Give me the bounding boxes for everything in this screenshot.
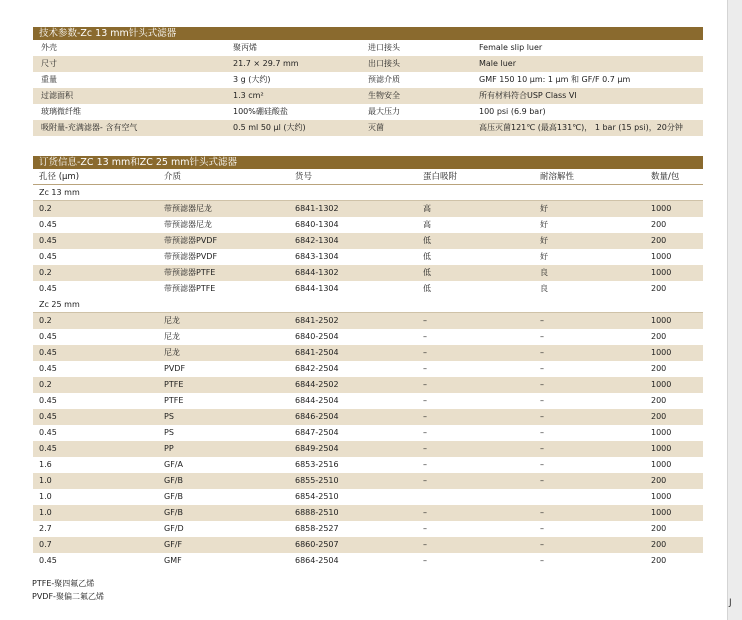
spec-row <box>33 56 703 72</box>
cell-solvent-resistance: 好 <box>540 204 548 213</box>
cell-solvent-resistance: – <box>540 364 544 373</box>
cell-pore-size: 0.2 <box>39 380 52 389</box>
cell-pore-size: 0.2 <box>39 316 52 325</box>
cell-pore-size: 0.45 <box>39 412 57 421</box>
table-row <box>33 377 703 393</box>
group-heading <box>33 185 703 201</box>
cell-catalog-number: 6888-2510 <box>295 508 339 517</box>
table-row <box>33 457 703 473</box>
cell-catalog-number: 6841-1302 <box>295 204 339 213</box>
cell-solvent-resistance: – <box>540 348 544 357</box>
cell-pore-size: 0.45 <box>39 556 57 565</box>
cell-protein-binding: – <box>423 460 427 469</box>
cell-medium: 带预滤器PTFE <box>164 268 216 277</box>
cell-pore-size: 1.6 <box>39 460 52 469</box>
table-row <box>33 233 703 249</box>
cell-quantity: 200 <box>651 556 667 565</box>
cell-protein-binding: – <box>423 364 427 373</box>
cell-protein-binding: – <box>423 524 427 533</box>
cell-medium: 带预滤器PTFE <box>164 284 216 293</box>
cell-pore-size: 0.45 <box>39 284 57 293</box>
spec-row <box>33 88 703 104</box>
spec-value: 聚丙烯 <box>233 43 257 52</box>
spec-section <box>33 27 703 136</box>
table-row <box>33 489 703 505</box>
cell-pore-size: 0.45 <box>39 236 57 245</box>
cell-quantity: 200 <box>651 284 667 293</box>
cell-pore-size: 0.45 <box>39 220 57 229</box>
spec-label-2: 最大压力 <box>368 107 400 116</box>
cell-solvent-resistance: – <box>540 380 544 389</box>
cell-solvent-resistance: – <box>540 332 544 341</box>
spec-label-2: 预滤介质 <box>368 75 400 84</box>
cell-pore-size: 0.45 <box>39 364 57 373</box>
cell-pore-size: 0.45 <box>39 348 57 357</box>
cell-solvent-resistance: – <box>540 412 544 421</box>
cell-medium: 带预滤器PVDF <box>164 252 218 261</box>
order-section <box>33 156 703 569</box>
spec-value-2: 所有材料符合USP Class VI <box>479 91 577 100</box>
cell-solvent-resistance: 好 <box>540 236 548 245</box>
cell-solvent-resistance: – <box>540 316 544 325</box>
page-edge <box>727 0 742 620</box>
spec-value-2: GMF 150 10 µm: 1 µm 和 GF/F 0.7 µm <box>479 75 631 84</box>
cell-protein-binding: 高 <box>423 204 431 213</box>
cell-protein-binding: – <box>423 556 427 565</box>
group-heading <box>33 297 703 313</box>
cell-catalog-number: 6858-2527 <box>295 524 339 533</box>
table-row <box>33 345 703 361</box>
cell-pore-size: 0.45 <box>39 332 57 341</box>
cell-protein-binding: 高 <box>423 220 431 229</box>
cell-catalog-number: 6864-2504 <box>295 556 339 565</box>
cell-catalog-number: 6840-2504 <box>295 332 339 341</box>
cell-protein-binding: – <box>423 428 427 437</box>
cell-catalog-number: 6844-2504 <box>295 396 339 405</box>
cell-catalog-number: 6844-1302 <box>295 268 339 277</box>
cell-protein-binding: – <box>423 476 427 485</box>
cell-protein-binding: – <box>423 396 427 405</box>
cell-quantity: 200 <box>651 412 667 421</box>
table-row <box>33 441 703 457</box>
cell-catalog-number: 6860-2507 <box>295 540 339 549</box>
spec-label: 外壳 <box>41 43 57 52</box>
spec-label-2: 生物安全 <box>368 91 400 100</box>
spec-value: 3 g (大约) <box>233 75 271 84</box>
cell-protein-binding: – <box>423 412 427 421</box>
cell-quantity: 1000 <box>651 268 672 277</box>
table-row <box>33 521 703 537</box>
cell-protein-binding: 低 <box>423 236 431 245</box>
order-header-row <box>33 169 703 185</box>
spec-row <box>33 72 703 88</box>
cell-protein-binding: 低 <box>423 268 431 277</box>
cell-quantity: 1000 <box>651 316 672 325</box>
cell-quantity: 200 <box>651 540 667 549</box>
cell-protein-binding: – <box>423 348 427 357</box>
spec-value-2: Male luer <box>479 59 516 68</box>
cell-medium: 带预滤器尼龙 <box>164 204 212 213</box>
cell-catalog-number: 6847-2504 <box>295 428 339 437</box>
cell-catalog-number: 6854-2510 <box>295 492 339 501</box>
table-row <box>33 425 703 441</box>
spec-label-2: 进口接头 <box>368 43 400 52</box>
cell-quantity: 1000 <box>651 204 672 213</box>
table-row <box>33 537 703 553</box>
table-row <box>33 217 703 233</box>
cell-medium: 尼龙 <box>164 348 180 357</box>
cell-quantity: 1000 <box>651 444 672 453</box>
order-table <box>33 185 703 569</box>
cell-medium: 尼龙 <box>164 332 180 341</box>
spec-label-2: 灭菌 <box>368 123 384 132</box>
cell-medium: GF/B <box>164 508 183 517</box>
cell-medium: 尼龙 <box>164 316 180 325</box>
cell-quantity: 1000 <box>651 428 672 437</box>
cell-pore-size: 2.7 <box>39 524 52 533</box>
cell-protein-binding: – <box>423 332 427 341</box>
spec-row <box>33 120 703 136</box>
header-protein-binding: 蛋白吸附 <box>423 172 458 182</box>
table-row <box>33 505 703 521</box>
cell-quantity: 200 <box>651 332 667 341</box>
cell-protein-binding: – <box>423 540 427 549</box>
cell-solvent-resistance: – <box>540 540 544 549</box>
cell-solvent-resistance: 良 <box>540 268 548 277</box>
cell-solvent-resistance: – <box>540 476 544 485</box>
table-row <box>33 361 703 377</box>
cell-pore-size: 0.45 <box>39 396 57 405</box>
cell-medium: 带预滤器PVDF <box>164 236 218 245</box>
cell-pore-size: 0.45 <box>39 428 57 437</box>
cell-medium: 带预滤器尼龙 <box>164 220 212 229</box>
cell-catalog-number: 6841-2504 <box>295 348 339 357</box>
table-row <box>33 313 703 329</box>
cell-medium: GF/A <box>164 460 183 469</box>
table-row <box>33 329 703 345</box>
cell-solvent-resistance: – <box>540 524 544 533</box>
footnote-pvdf: PVDF-聚偏二氟乙烯 <box>32 592 104 601</box>
cell-catalog-number: 6840-1304 <box>295 220 339 229</box>
cell-protein-binding: 低 <box>423 284 431 293</box>
table-row <box>33 201 703 217</box>
table-row <box>33 249 703 265</box>
cell-quantity: 200 <box>651 524 667 533</box>
cell-quantity: 1000 <box>651 492 672 501</box>
cell-protein-binding: 低 <box>423 252 431 261</box>
cell-quantity: 200 <box>651 364 667 373</box>
spec-row <box>33 40 703 56</box>
cell-quantity: 1000 <box>651 348 672 357</box>
cell-protein-binding: – <box>423 444 427 453</box>
cell-quantity: 200 <box>651 396 667 405</box>
cell-medium: PVDF <box>164 364 186 373</box>
cell-protein-binding: – <box>423 316 427 325</box>
cell-medium: GF/B <box>164 492 183 501</box>
cell-medium: PS <box>164 428 174 437</box>
cell-medium: PS <box>164 412 174 421</box>
header-pore-size: 孔径 (µm) <box>39 172 80 182</box>
cell-catalog-number: 6853-2516 <box>295 460 339 469</box>
cell-pore-size: 0.2 <box>39 204 52 213</box>
cell-quantity: 1000 <box>651 460 672 469</box>
cell-medium: GF/D <box>164 524 184 533</box>
cell-catalog-number: 6842-1304 <box>295 236 339 245</box>
cell-catalog-number: 6855-2510 <box>295 476 339 485</box>
spec-label: 吸附量-充满滤器- 含有空气 <box>41 123 138 132</box>
group-name: Zc 25 mm <box>39 300 80 309</box>
spec-value-2: 高压灭菌121℃ (最高131℃)， 1 bar (15 psi)，20分钟 <box>479 123 683 132</box>
cell-pore-size: 1.0 <box>39 492 52 501</box>
cell-quantity: 1000 <box>651 508 672 517</box>
cell-pore-size: 1.0 <box>39 476 52 485</box>
cell-catalog-number: 6849-2504 <box>295 444 339 453</box>
footnote-ptfe: PTFE-聚四氟乙烯 <box>32 579 95 588</box>
spec-label: 玻璃微纤维 <box>41 107 81 116</box>
cell-quantity: 1000 <box>651 380 672 389</box>
cell-solvent-resistance: – <box>540 444 544 453</box>
table-row <box>33 265 703 281</box>
cell-medium: GF/F <box>164 540 183 549</box>
cell-medium: PTFE <box>164 380 184 389</box>
cell-protein-binding: – <box>423 508 427 517</box>
table-row <box>33 409 703 425</box>
cell-quantity: 200 <box>651 220 667 229</box>
spec-value-2: Female slip luer <box>479 43 543 52</box>
order-title: 订货信息-ZC 13 mm和ZC 25 mm针头式滤器 <box>33 156 703 169</box>
cell-solvent-resistance: – <box>540 428 544 437</box>
table-row <box>33 281 703 297</box>
spec-title: 技术参数-Zc 13 mm针头式滤器 <box>33 27 703 40</box>
cell-quantity: 1000 <box>651 252 672 261</box>
header-catalog-number: 货号 <box>295 172 313 182</box>
spec-label: 重量 <box>41 75 57 84</box>
table-row <box>33 553 703 569</box>
spec-value-2: 100 psi (6.9 bar) <box>479 107 546 116</box>
cell-catalog-number: 6841-2502 <box>295 316 339 325</box>
cell-solvent-resistance: 良 <box>540 284 548 293</box>
cell-quantity: 200 <box>651 236 667 245</box>
cell-solvent-resistance: 好 <box>540 220 548 229</box>
table-row <box>33 393 703 409</box>
spec-label-2: 出口接头 <box>368 59 400 68</box>
cell-protein-binding: – <box>423 380 427 389</box>
spec-value: 0.5 ml 50 µl (大约) <box>233 123 306 132</box>
table-row <box>33 473 703 489</box>
cell-solvent-resistance: 好 <box>540 252 548 261</box>
cell-medium: GF/B <box>164 476 183 485</box>
cell-medium: PTFE <box>164 396 184 405</box>
cell-pore-size: 0.45 <box>39 252 57 261</box>
group-name: Zc 13 mm <box>39 188 80 197</box>
cell-medium: PP <box>164 444 174 453</box>
cell-solvent-resistance: – <box>540 508 544 517</box>
header-medium: 介质 <box>164 172 182 182</box>
cell-quantity: 200 <box>651 476 667 485</box>
cell-solvent-resistance: – <box>540 396 544 405</box>
spec-value: 21.7 × 29.7 mm <box>233 59 299 68</box>
corner-mark: J <box>729 598 732 608</box>
cell-catalog-number: 6844-1304 <box>295 284 339 293</box>
spec-value: 100%硼硅酸盐 <box>233 107 288 116</box>
spec-value: 1.3 cm² <box>233 91 264 100</box>
cell-catalog-number: 6843-1304 <box>295 252 339 261</box>
spec-table <box>33 40 703 136</box>
cell-catalog-number: 6846-2504 <box>295 412 339 421</box>
cell-solvent-resistance: – <box>540 556 544 565</box>
cell-pore-size: 0.45 <box>39 444 57 453</box>
header-solvent-resistance: 耐溶解性 <box>540 172 575 182</box>
header-quantity: 数量/包 <box>651 172 680 182</box>
spec-label: 尺寸 <box>41 59 57 68</box>
cell-pore-size: 0.7 <box>39 540 52 549</box>
cell-solvent-resistance: – <box>540 460 544 469</box>
cell-catalog-number: 6842-2504 <box>295 364 339 373</box>
cell-pore-size: 1.0 <box>39 508 52 517</box>
cell-medium: GMF <box>164 556 182 565</box>
cell-catalog-number: 6844-2502 <box>295 380 339 389</box>
spec-row <box>33 104 703 120</box>
cell-pore-size: 0.2 <box>39 268 52 277</box>
spec-label: 过滤面积 <box>41 91 73 100</box>
